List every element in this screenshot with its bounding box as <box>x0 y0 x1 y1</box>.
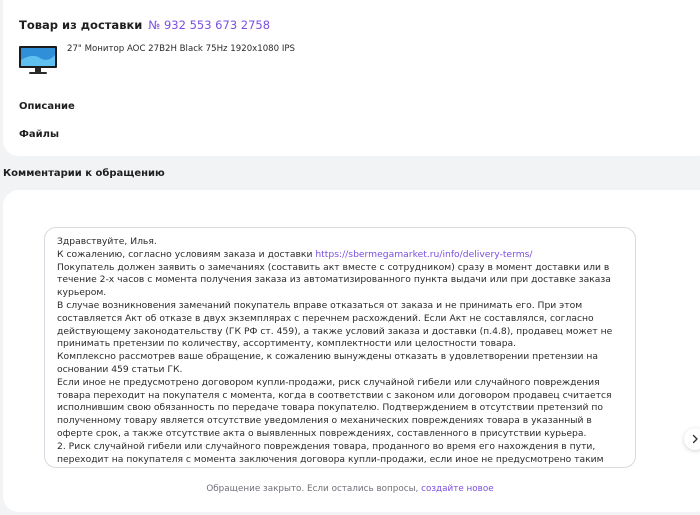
create-new-link[interactable]: создайте новое <box>421 484 494 494</box>
message-paragraph-1: Покупатель должен заявить о замечаниях (составить акт вместе с сотрудником) сразу в момент доставки или в течение 2-х часов с момента получения заказа из автоматизированного пункта выдачи или при доставке заказа курьером. <box>57 261 611 299</box>
delivery-terms-link[interactable]: https://sbermegamarket.ru/info/delivery-terms/ <box>315 248 533 260</box>
chevron-right-icon <box>690 434 700 444</box>
order-title-label: Товар из доставки <box>19 18 143 32</box>
message-intro <box>57 249 623 262</box>
message-intro-text: К сожалению, согласно условиям заказа и доставки <box>57 248 313 260</box>
message-bubble <box>44 227 636 468</box>
description-section[interactable]: Описание <box>19 101 75 112</box>
monitor-icon[interactable] <box>18 43 58 77</box>
scroll-right-button[interactable] <box>684 428 700 450</box>
product-name[interactable]: 27" Монитор AOC 27B2H Black 75Hz 1920x1080 IPS <box>67 44 296 54</box>
status-text: Обращение закрыто. Если остались вопросы, <box>206 484 419 494</box>
message-paragraph-4: Если иное не предусмотрено договором купли-продажи, риск случайной гибели или случайного повреждения товара переходит на покупателя с момента, когда в соответствии с законом или договором продавец считается исполнившим свою обязанность по передаче товара покупателю. Подтверждением в отсутствии претензий по полученному товару является отсутствие уведомления о механических повреждениях товара в указанный в оферте срок, а также отсутствие акта о выявленных повреждениях, составленного в присутствии курьера. <box>57 376 612 439</box>
message-paragraph-2: В случае возникновения замечаний покупатель вправе отказаться от заказа и не принимать его. При этом составляется Акт об отказе в двух экземплярах с перечнем расхождений. Если Акт не составлялся, согласно действующему законодательству (ГК РФ ст. 459), а также условий заказа и доставки (п.4.8), продавец может не принимать претензии по количеству, ассортименту, комплектности или целостности товара. <box>57 299 613 350</box>
order-number-link[interactable]: № 932 553 673 2758 <box>148 18 271 32</box>
comments-title: Комментарии к обращению <box>3 168 165 179</box>
message-paragraph-5: 2. Риск случайной гибели или случайного повреждения товара, проданного во время его нахождения в пути, переходит на покупателя с момента заключения договора купли-продажи, если иное не предусмотрено таким <box>57 440 604 465</box>
status-line <box>0 484 700 494</box>
message-paragraph-3: Комплексно рассмотрев ваше обращение, к сожалению вынуждены отказать в удовлетворении претензии на основании 459 статьи ГК. <box>57 351 599 375</box>
message-text <box>45 228 635 466</box>
order-title <box>19 18 270 32</box>
message-greeting: Здравствуйте, Илья. <box>57 236 157 247</box>
files-section[interactable]: Файлы <box>19 129 60 140</box>
